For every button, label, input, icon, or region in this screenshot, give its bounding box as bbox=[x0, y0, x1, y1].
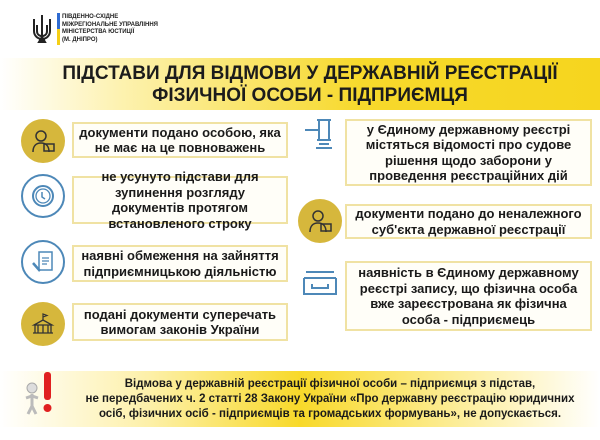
reason-text: подані документи суперечать вимогам законів України bbox=[83, 306, 277, 337]
page-title bbox=[40, 63, 580, 107]
reason-box bbox=[345, 119, 592, 186]
person-with-briefcase-icon bbox=[21, 119, 65, 163]
trident-emblem-icon bbox=[30, 13, 54, 45]
footer-line: Відмова у державній реєстрації фізичної особи – підприємця з підстав, bbox=[124, 378, 536, 390]
footer-line: не передбачених ч. 2 статті 28 Закону України «Про державну реєстрацію юридичних bbox=[85, 393, 575, 405]
reason-box bbox=[72, 245, 288, 282]
person-exclamation-icon bbox=[22, 368, 62, 418]
title-line-2: ФІЗИЧНОЇ ОСОБИ - ПІДПРИЄМЦЯ bbox=[152, 85, 468, 106]
footer-line: осіб, фізичних осіб - підприємців та громадських формувань», не допускається. bbox=[98, 408, 562, 420]
gavel-icon bbox=[298, 112, 342, 156]
title-line-1: ПІДСТАВИ ДЛЯ ВІДМОВИ У ДЕРЖАВНІЙ РЕЄСТРАЦІЇ bbox=[62, 63, 558, 84]
reason-box bbox=[345, 261, 592, 331]
reason-box bbox=[345, 204, 592, 239]
footer-note bbox=[70, 377, 590, 422]
flag-bar bbox=[57, 13, 60, 45]
clock-icon bbox=[21, 174, 65, 218]
reason-text: не усунуто підстави для зупинення розгляду документів протягом встановленого строку bbox=[101, 169, 259, 231]
org-line: МІЖРЕГІОНАЛЬНЕ УПРАВЛІННЯ bbox=[62, 21, 158, 28]
org-name bbox=[62, 14, 158, 44]
reason-text: документи подано особою, яка не має на це повноважень bbox=[79, 124, 281, 155]
document-pen-icon bbox=[21, 240, 65, 284]
reason-box bbox=[72, 303, 288, 341]
reason-text: документи подано до неналежного суб'єкта державної реєстрації bbox=[355, 206, 582, 237]
reason-text: у Єдиному державному реєстрі містяться відомості про судове рішення щодо заборони у проведення реєстраційних дій bbox=[365, 121, 572, 183]
reason-text: наявність в Єдиному державному реєстрі запису, що фізична особа вже зареєстрована як фізична особа - підприємець bbox=[358, 265, 579, 327]
archive-drawer-icon bbox=[298, 262, 342, 306]
parliament-building-icon bbox=[21, 302, 65, 346]
org-line: МІНІСТЕРСТВА ЮСТИЦІЇ bbox=[62, 29, 135, 35]
reason-text: наявні обмеження на зайняття підприємницькою діяльністю bbox=[81, 248, 279, 279]
reason-box bbox=[72, 169, 288, 231]
org-line: ПІВДЕННО-СХІДНЕ bbox=[62, 14, 119, 20]
reason-box bbox=[72, 122, 288, 158]
person-with-briefcase-icon bbox=[298, 199, 342, 243]
org-line: (М. ДНІПРО) bbox=[62, 36, 98, 43]
ministry-logo bbox=[30, 13, 158, 45]
